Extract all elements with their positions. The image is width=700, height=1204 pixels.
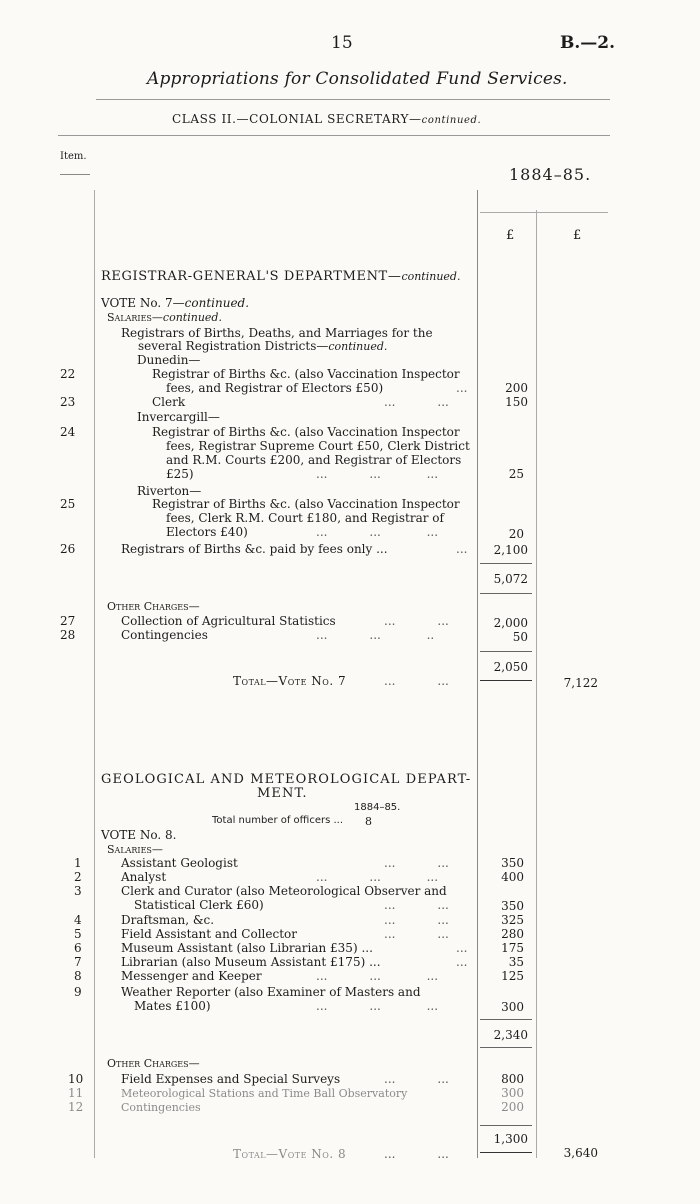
item-7-amount: 35	[508, 955, 524, 969]
leader-dots: ... ...	[384, 395, 449, 409]
leader-dots: ...	[456, 542, 468, 556]
salaries-label: Salaries—	[107, 311, 163, 324]
class-heading	[172, 112, 481, 126]
vote7-continued: continued.	[184, 296, 250, 310]
class-continued: continued.	[421, 115, 482, 126]
item-number: 24	[60, 425, 76, 439]
item-9-line2: Mates £100)	[134, 999, 211, 1013]
item-number: 9	[74, 985, 82, 999]
leader-dots: ... ...	[384, 614, 449, 628]
section2-other-total: 1,300	[493, 1132, 528, 1146]
district-invercargill: Invercargill—	[137, 410, 220, 424]
section1-other-total: 2,050	[493, 660, 528, 674]
item-6-amount: 175	[501, 941, 524, 955]
item-number: 25	[60, 497, 76, 511]
amount-column-rule	[477, 190, 478, 1158]
registrars-line2-text: several Registration Districts—	[138, 339, 329, 353]
section1-vote-total-label: Total—Vote No. 7	[233, 674, 347, 688]
subtotal-rule	[480, 651, 532, 652]
item-4-line1: Draftsman, &c.	[121, 913, 215, 927]
item-11-amount: 300	[501, 1086, 524, 1100]
section1-vote-total: 7,122	[563, 676, 598, 690]
amount-column-rule-right	[536, 210, 537, 1158]
leader-dots: ... ... ...	[316, 467, 439, 481]
section1-salaries-total: 5,072	[493, 572, 528, 586]
item-3-line2: Statistical Clerk £60)	[134, 898, 264, 912]
item-24-amount: 25	[508, 467, 524, 481]
subtotal-rule	[480, 593, 532, 594]
item-28-line1: Contingencies	[121, 628, 208, 642]
vote7-label: VOTE No. 7—	[101, 296, 185, 310]
subtotal-rule	[480, 1047, 532, 1048]
item-25-line1: Registrar of Births &c. (also Vaccination Inspector	[152, 497, 460, 511]
item-27-amount: 2,000	[493, 616, 528, 630]
currency-col2: £	[573, 228, 582, 243]
item-1-line1: Assistant Geologist	[121, 856, 238, 870]
item-number: 28	[60, 628, 76, 642]
item-number: 12	[68, 1100, 84, 1114]
item-9-amount: 300	[501, 1000, 524, 1014]
year-rule	[480, 212, 608, 213]
item-number: 23	[60, 395, 76, 409]
salaries-continued: continued.	[162, 311, 222, 324]
item-8-amount: 125	[501, 969, 524, 983]
leader-dots: ... ... ..	[316, 628, 435, 642]
registrars-line1: Registrars of Births, Deaths, and Marriages for the	[121, 326, 433, 340]
subtotal-rule	[480, 1019, 532, 1020]
leader-dots: ...	[456, 381, 468, 395]
item-22-line2: fees, and Registrar of Electors £50)	[166, 381, 384, 395]
section2-vote-total: 3,640	[563, 1146, 598, 1160]
item-9-line1: Weather Reporter (also Examiner of Masters and	[121, 985, 421, 999]
item-number: 8	[74, 969, 82, 983]
total-rule	[480, 1152, 532, 1153]
leader-dots: ... ... ...	[316, 999, 439, 1013]
item-28-amount: 50	[512, 630, 528, 644]
officers-label: Total number of officers ...	[212, 815, 344, 826]
leader-dots: ... ...	[384, 898, 449, 912]
item-11-line1: Meteorological Stations and Time Ball Observatory	[121, 1087, 408, 1100]
section2-title-line2: MENT.	[257, 786, 308, 801]
item-number: 11	[68, 1086, 84, 1100]
leader-dots: ... ... ...	[316, 870, 439, 884]
item-number: 5	[74, 927, 82, 941]
class-label: CLASS II.—COLONIAL SECRETARY—	[172, 112, 422, 126]
item-10-line1: Field Expenses and Special Surveys	[121, 1072, 341, 1086]
document-reference: B.—2.	[560, 33, 616, 53]
class-rule	[58, 135, 610, 136]
section2-other-charges: Other Charges—	[107, 1057, 200, 1070]
item-6-line1: Museum Assistant (also Librarian £35) ...	[121, 941, 373, 955]
leader-dots: ... ...	[384, 1147, 449, 1161]
item-23-amount: 150	[505, 395, 528, 409]
item-4-amount: 325	[501, 913, 524, 927]
item-12-line1: Contingencies	[121, 1101, 201, 1114]
leader-dots: ... ... ...	[316, 525, 439, 539]
item-number: 6	[74, 941, 82, 955]
item-column-label: Item.	[60, 151, 87, 162]
leader-dots: ... ...	[384, 927, 449, 941]
item-number: 1	[74, 856, 82, 870]
item-24-line3: and R.M. Courts £200, and Registrar of Electors	[166, 453, 462, 467]
leader-dots: ... ...	[384, 856, 449, 870]
item-24-line4: £25)	[166, 467, 194, 481]
leader-dots: ... ...	[384, 674, 449, 688]
page-title: Appropriations for Consolidated Fund Services.	[147, 69, 568, 89]
item-22-amount: 200	[505, 381, 528, 395]
item-5-line1: Field Assistant and Collector	[121, 927, 297, 941]
item-10-amount: 800	[501, 1072, 524, 1086]
leader-dots: ...	[456, 941, 468, 955]
item-26-line1: Registrars of Births &c. paid by fees only ...	[121, 542, 388, 556]
item-12-amount: 200	[501, 1100, 524, 1114]
item-7-line1: Librarian (also Museum Assistant £175) ...	[121, 955, 381, 969]
item-26-amount: 2,100	[493, 543, 528, 557]
item-27-line1: Collection of Agricultural Statistics	[121, 614, 336, 628]
item-number: 7	[74, 955, 82, 969]
item-rule	[60, 174, 90, 175]
item-22-line1: Registrar of Births &c. (also Vaccination Inspector	[152, 367, 460, 381]
subtotal-rule	[480, 563, 532, 564]
item-25-amount: 20	[508, 527, 524, 541]
registrars-line2	[138, 340, 387, 353]
section2-title-line1: GEOLOGICAL AND METEOROLOGICAL DEPART-	[101, 772, 472, 787]
item-24-line2: fees, Registrar Supreme Court £50, Clerk District	[166, 439, 470, 453]
leader-dots: ... ... ...	[316, 969, 439, 983]
section2-vote-total-label: Total—Vote No. 8	[233, 1147, 347, 1161]
subtotal-rule	[480, 1125, 532, 1126]
section2-salaries-heading: Salaries—	[107, 843, 163, 856]
total-rule	[480, 680, 532, 681]
leader-dots: ...	[456, 955, 468, 969]
section1-other-charges: Other Charges—	[107, 600, 200, 613]
currency-col1: £	[506, 228, 515, 243]
item-number: 2	[74, 870, 82, 884]
item-number: 22	[60, 367, 76, 381]
item-number: 4	[74, 913, 82, 927]
page-number: 15	[331, 33, 353, 53]
salaries-heading	[107, 311, 222, 324]
item-25-line2: fees, Clerk R.M. Court £180, and Registrar of	[166, 511, 444, 525]
item-2-line1: Analyst	[121, 870, 167, 884]
section2-year: 1884–85.	[354, 802, 401, 813]
item-column-rule	[94, 190, 95, 1158]
leader-dots: ... ...	[384, 1072, 449, 1086]
registrars-line2-continued: continued.	[328, 340, 388, 353]
header-rule	[96, 99, 610, 100]
item-2-amount: 400	[501, 870, 524, 884]
item-1-amount: 350	[501, 856, 524, 870]
item-3-line1: Clerk and Curator (also Meteorological Observer and	[121, 884, 447, 898]
section1-title-text: REGISTRAR-GENERAL'S DEPARTMENT—	[101, 269, 402, 284]
item-5-amount: 280	[501, 927, 524, 941]
section1-title-continued: continued.	[401, 270, 461, 283]
officers-count: 8	[365, 815, 372, 828]
leader-dots: ... ...	[384, 913, 449, 927]
item-number: 27	[60, 614, 76, 628]
year-heading: 1884–85.	[509, 165, 592, 184]
vote8-heading: VOTE No. 8.	[101, 828, 177, 842]
item-8-line1: Messenger and Keeper	[121, 969, 262, 983]
item-3-amount: 350	[501, 899, 524, 913]
item-number: 26	[60, 542, 76, 556]
section1-title	[101, 269, 460, 284]
district-dunedin: Dunedin—	[137, 353, 201, 367]
item-25-line3: Electors £40)	[166, 525, 248, 539]
district-riverton: Riverton—	[137, 484, 202, 498]
item-number: 10	[68, 1072, 84, 1086]
section2-salaries-total: 2,340	[493, 1028, 528, 1042]
item-number: 3	[74, 884, 82, 898]
item-24-line1: Registrar of Births &c. (also Vaccination Inspector	[152, 425, 460, 439]
vote7-heading	[101, 297, 249, 310]
item-23-line1: Clerk	[152, 395, 186, 409]
